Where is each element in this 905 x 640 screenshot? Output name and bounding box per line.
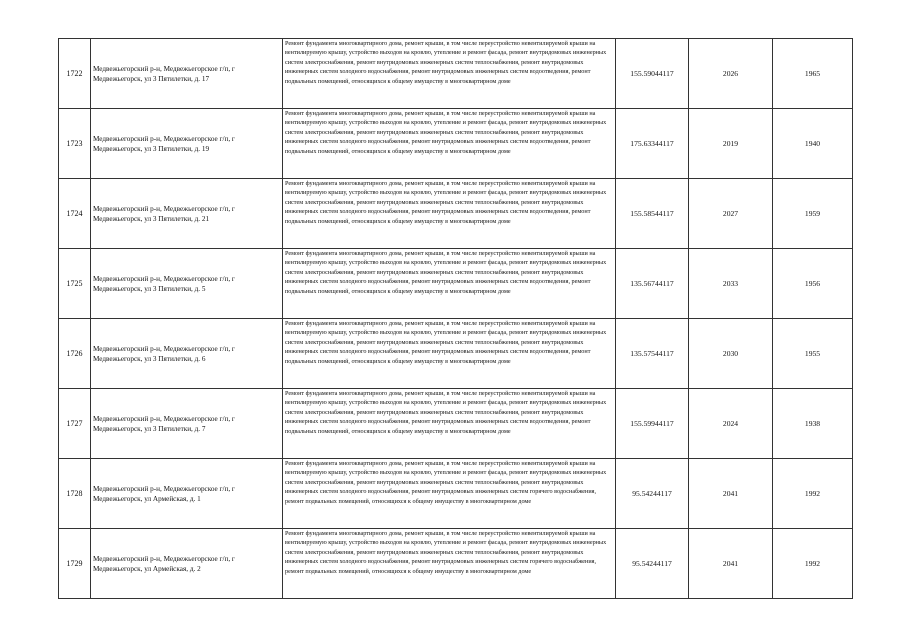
address-cell: Медвежьегорский р-н, Медвежьегорское г/п, г Медвежьегорск, ул Армейская, д. 2 (91, 529, 283, 599)
housing-repair-table (58, 38, 853, 599)
address-cell: Медвежьегорский р-н, Медвежьегорское г/п, г Медвежьегорск, ул 3 Пятилетки, д. 21 (91, 179, 283, 249)
row-number: 1726 (59, 319, 91, 389)
build-year-cell: 1940 (773, 109, 853, 179)
works-cell (283, 459, 616, 529)
document-table-wrapper (58, 38, 853, 599)
works-text: Ремонт фундамента многоквартирного дома, ремонт крыши, в том числе переустройство невентилируемой крыши на вентилируемую крышу, устройство выходов на кровлю, утепление и ремонт фасада, ремонт внутридомовых инженерных систем электроснабжения, ремонт внутридомовых инженерных систем теплоснабжения, ремонт внутридомовых инженерных систем холодного водоснабжения, ремонт внутридомовых инженерных систем водоотведения, ремонт подвальных помещений, относящихся к общему имуществу в многоквартирном доме (285, 110, 607, 155)
works-cell (283, 319, 616, 389)
table-row (59, 249, 853, 319)
address-cell: Медвежьегорский р-н, Медвежьегорское г/п, г Медвежьегорск, ул 3 Пятилетки, д. 19 (91, 109, 283, 179)
works-cell (283, 39, 616, 109)
works-text: Ремонт фундамента многоквартирного дома, ремонт крыши, в том числе переустройство невентилируемой крыши на вентилируемую крышу, устройство выходов на кровлю, утепление и ремонт фасада, ремонт внутридомовых инженерных систем электроснабжения, ремонт внутридомовых инженерных систем теплоснабжения, ремонт внутридомовых инженерных систем холодного водоснабжения, ремонт внутридомовых инженерных систем водоотведения, ремонт подвальных помещений, относящихся к общему имуществу в многоквартирном доме (285, 320, 607, 365)
works-text: Ремонт фундамента многоквартирного дома, ремонт крыши, в том числе переустройство невентилируемой крыши на вентилируемую крышу, устройство выходов на кровлю, утепление и ремонт фасада, ремонт внутридомовых инженерных систем электроснабжения, ремонт внутридомовых инженерных систем теплоснабжения, ремонт внутридомовых инженерных систем холодного водоснабжения, ремонт внутридомовых инженерных систем водоотведения, ремонт подвальных помещений, относящихся к общему имуществу в многоквартирном доме (285, 180, 607, 225)
row-number: 1729 (59, 529, 91, 599)
cost-cell: 175.63344117 (616, 109, 689, 179)
works-cell (283, 389, 616, 459)
works-cell (283, 529, 616, 599)
build-year-cell: 1959 (773, 179, 853, 249)
planned-year-cell: 2041 (689, 529, 773, 599)
works-cell (283, 249, 616, 319)
works-text: Ремонт фундамента многоквартирного дома, ремонт крыши, в том числе переустройство невентилируемой крыши на вентилируемую крышу, устройство выходов на кровлю, утепление и ремонт фасада, ремонт внутридомовых инженерных систем электроснабжения, ремонт внутридомовых инженерных систем теплоснабжения, ремонт внутридомовых инженерных систем холодного водоснабжения, ремонт внутридомовых инженерных систем водоотведения, ремонт подвальных помещений, относящихся к общему имуществу в многоквартирном доме (285, 390, 607, 435)
planned-year-cell: 2033 (689, 249, 773, 319)
table-body (59, 39, 853, 599)
address-cell: Медвежьегорский р-н, Медвежьегорское г/п, г Медвежьегорск, ул 3 Пятилетки, д. 7 (91, 389, 283, 459)
row-number: 1725 (59, 249, 91, 319)
works-text: Ремонт фундамента многоквартирного дома, ремонт крыши, в том числе переустройство невентилируемой крыши на вентилируемую крышу, устройство выходов на кровлю, утепление и ремонт фасада, ремонт внутридомовых инженерных систем электроснабжения, ремонт внутридомовых инженерных систем теплоснабжения, ремонт внутридомовых инженерных систем холодного водоснабжения, ремонт внутридомовых инженерных систем горячего водоснабжения, ремонт подвальных помещений, относящихся к общему имуществу в многоквартирном доме (285, 460, 607, 505)
cost-cell: 155.59044117 (616, 39, 689, 109)
works-text: Ремонт фундамента многоквартирного дома, ремонт крыши, в том числе переустройство невентилируемой крыши на вентилируемую крышу, устройство выходов на кровлю, утепление и ремонт фасада, ремонт внутридомовых инженерных систем электроснабжения, ремонт внутридомовых инженерных систем теплоснабжения, ремонт внутридомовых инженерных систем холодного водоснабжения, ремонт внутридомовых инженерных систем водоотведения, ремонт подвальных помещений, относящихся к общему имуществу в многоквартирном доме (285, 250, 607, 295)
build-year-cell: 1956 (773, 249, 853, 319)
build-year-cell: 1938 (773, 389, 853, 459)
row-number: 1727 (59, 389, 91, 459)
works-text: Ремонт фундамента многоквартирного дома, ремонт крыши, в том числе переустройство невентилируемой крыши на вентилируемую крышу, устройство выходов на кровлю, утепление и ремонт фасада, ремонт внутридомовых инженерных систем электроснабжения, ремонт внутридомовых инженерных систем теплоснабжения, ремонт внутридомовых инженерных систем холодного водоснабжения, ремонт внутридомовых инженерных систем горячего водоснабжения, ремонт подвальных помещений, относящихся к общему имуществу в многоквартирном доме (285, 530, 607, 575)
cost-cell: 135.57544117 (616, 319, 689, 389)
build-year-cell: 1955 (773, 319, 853, 389)
cost-cell: 155.59944117 (616, 389, 689, 459)
planned-year-cell: 2024 (689, 389, 773, 459)
table-row (59, 179, 853, 249)
address-cell: Медвежьегорский р-н, Медвежьегорское г/п, г Медвежьегорск, ул Армейская, д. 1 (91, 459, 283, 529)
cost-cell: 135.56744117 (616, 249, 689, 319)
address-cell: Медвежьегорский р-н, Медвежьегорское г/п, г Медвежьегорск, ул 3 Пятилетки, д. 17 (91, 39, 283, 109)
works-cell (283, 179, 616, 249)
row-number: 1724 (59, 179, 91, 249)
table-row (59, 109, 853, 179)
table-row (59, 459, 853, 529)
cost-cell: 155.58544117 (616, 179, 689, 249)
row-number: 1722 (59, 39, 91, 109)
build-year-cell: 1992 (773, 529, 853, 599)
works-text: Ремонт фундамента многоквартирного дома, ремонт крыши, в том числе переустройство невентилируемой крыши на вентилируемую крышу, устройство выходов на кровлю, утепление и ремонт фасада, ремонт внутридомовых инженерных систем электроснабжения, ремонт внутридомовых инженерных систем теплоснабжения, ремонт внутридомовых инженерных систем холодного водоснабжения, ремонт внутридомовых инженерных систем водоотведения, ремонт подвальных помещений, относящихся к общему имуществу в многоквартирном доме (285, 40, 607, 85)
build-year-cell: 1965 (773, 39, 853, 109)
row-number: 1723 (59, 109, 91, 179)
table-row (59, 389, 853, 459)
planned-year-cell: 2041 (689, 459, 773, 529)
build-year-cell: 1992 (773, 459, 853, 529)
works-cell (283, 109, 616, 179)
planned-year-cell: 2027 (689, 179, 773, 249)
planned-year-cell: 2030 (689, 319, 773, 389)
table-row (59, 319, 853, 389)
planned-year-cell: 2019 (689, 109, 773, 179)
planned-year-cell: 2026 (689, 39, 773, 109)
table-row (59, 39, 853, 109)
address-cell: Медвежьегорский р-н, Медвежьегорское г/п, г Медвежьегорск, ул 3 Пятилетки, д. 6 (91, 319, 283, 389)
cost-cell: 95.54244117 (616, 459, 689, 529)
row-number: 1728 (59, 459, 91, 529)
table-row (59, 529, 853, 599)
cost-cell: 95.54244117 (616, 529, 689, 599)
address-cell: Медвежьегорский р-н, Медвежьегорское г/п, г Медвежьегорск, ул 3 Пятилетки, д. 5 (91, 249, 283, 319)
